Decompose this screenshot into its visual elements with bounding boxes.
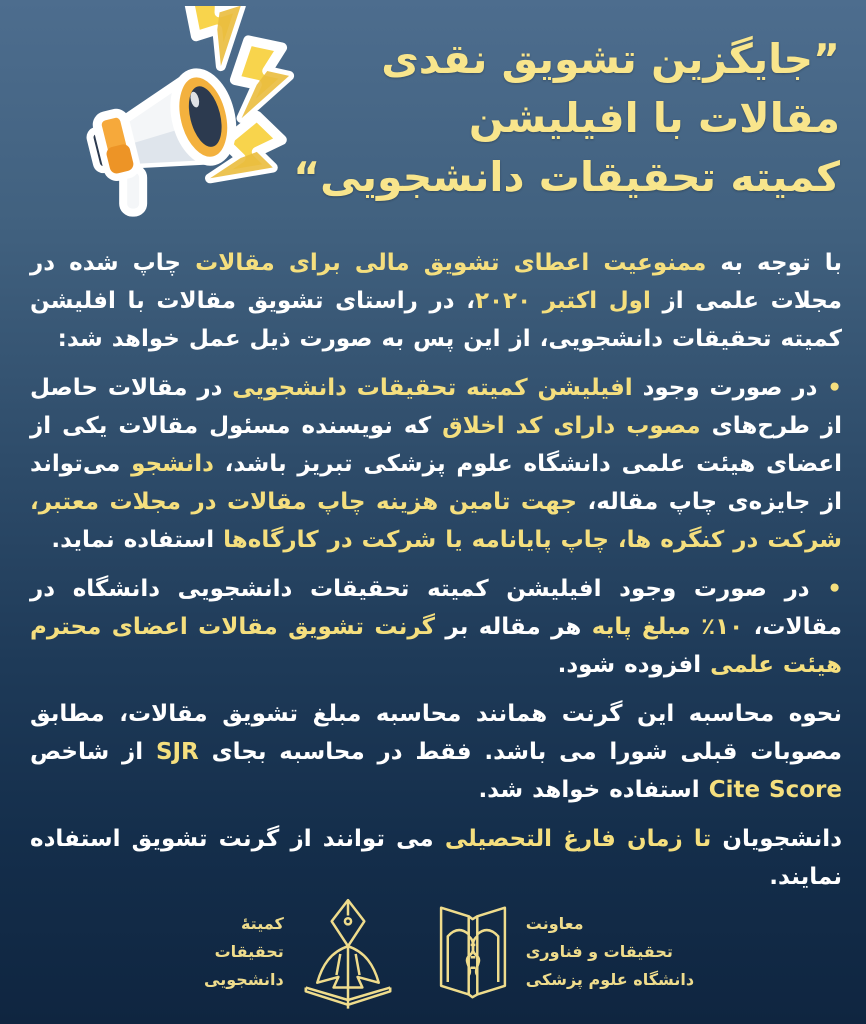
body-text: از شاخص xyxy=(30,739,156,765)
student-committee-label xyxy=(204,910,284,994)
body-text: چاپ شده در مجلات علمی از xyxy=(30,250,843,314)
body-text: می‌تواند از جایزه‌ی چاپ مقاله، xyxy=(30,451,842,515)
paragraph xyxy=(30,695,842,809)
highlighted-text: تا زمان فارغ التحصیلی xyxy=(444,826,712,852)
paragraph xyxy=(30,369,842,559)
poster-title xyxy=(284,30,840,207)
body-text: استفاده خواهد شد. xyxy=(478,777,709,803)
body-text: در مقالات حاصل از طرح‌های xyxy=(30,375,842,439)
body-text: در صورت وجود xyxy=(632,375,818,401)
bullet-icon: • xyxy=(817,375,843,401)
highlighted-text: گرنت تشویق مقالات اعضای محترم هیئت علمی xyxy=(30,614,842,678)
body-text: دانشجویان xyxy=(711,826,842,852)
body-text: استفاده نماید. xyxy=(51,527,224,553)
text-line: کمیته تحقیقات دانشجویی“ xyxy=(293,153,840,201)
body-text: که نویسنده مسئول مقالات یکی از اعضای هیئت علمی دانشگاه علوم پزشکی تبریز باشد، xyxy=(30,413,842,477)
medical-university-book-logo xyxy=(432,902,514,1002)
body-paragraphs xyxy=(30,244,842,907)
highlighted-text: افیلیشن کمیته تحقیقات دانشجویی xyxy=(232,375,633,401)
highlighted-text: دانشجو xyxy=(131,451,214,477)
paragraph xyxy=(30,244,842,358)
text-line: مقالات با افیلیشن xyxy=(468,94,840,142)
text-line: دانشگاه علوم پزشکی xyxy=(525,970,695,989)
highlighted-text: ممنوعیت اعطای تشویق مالی برای مقالات xyxy=(195,250,707,276)
body-text: افزوده شود. xyxy=(557,652,711,678)
body-text: هر مقاله بر xyxy=(435,614,592,640)
paragraph xyxy=(30,570,842,684)
body-text: با توجه به xyxy=(706,250,842,276)
body-text: می توانند از گرنت تشویق استفاده نمایند. xyxy=(30,826,842,890)
bullet-icon: • xyxy=(809,576,842,602)
highlighted-text: SJR xyxy=(155,739,199,765)
text-line: کمیتهٔ xyxy=(240,914,284,933)
highlighted-text: مصوب دارای کد اخلاق xyxy=(442,413,701,439)
text-line: معاونت xyxy=(525,914,584,933)
highlighted-text: اول اکتبر ۲۰۲۰ xyxy=(474,288,651,314)
text-line: تحقیقات و فناوری xyxy=(525,942,673,961)
student-research-committee-logo xyxy=(300,894,396,1010)
paragraph xyxy=(30,820,842,896)
text-line: ”جایگزین تشویق نقدی xyxy=(381,35,840,83)
text-line: دانشجویی xyxy=(204,970,284,989)
footer xyxy=(204,894,694,1010)
body-text: نحوه محاسبه این گرنت همانند محاسبه مبلغ تشویق مقالات، مطابق مصوبات قبلی شورا می باشد. فقط در محاسبه بجای xyxy=(30,701,842,765)
body-text: در صورت وجود افیلیشن کمیته تحقیقات دانشجویی دانشگاه در مقالات، xyxy=(30,576,843,640)
highlighted-text: ۱۰٪ مبلغ پایه xyxy=(591,614,744,640)
highlighted-text: جهت تامین هزینه چاپ مقالات در مجلات معتبر، شرکت در کنگره ها، چاپ پایانامه یا شرکت در کارگاه‌ها xyxy=(30,489,842,553)
vice-chancellery-label xyxy=(526,910,694,994)
body-text: ، در راستای تشویق مقالات با افلیشن کمیته تحقیقات دانشجویی، از این پس به صورت ذیل عمل خواهد شد: xyxy=(30,288,842,352)
highlighted-text: Cite Score xyxy=(708,777,842,803)
text-line: تحقیقات xyxy=(214,942,284,961)
